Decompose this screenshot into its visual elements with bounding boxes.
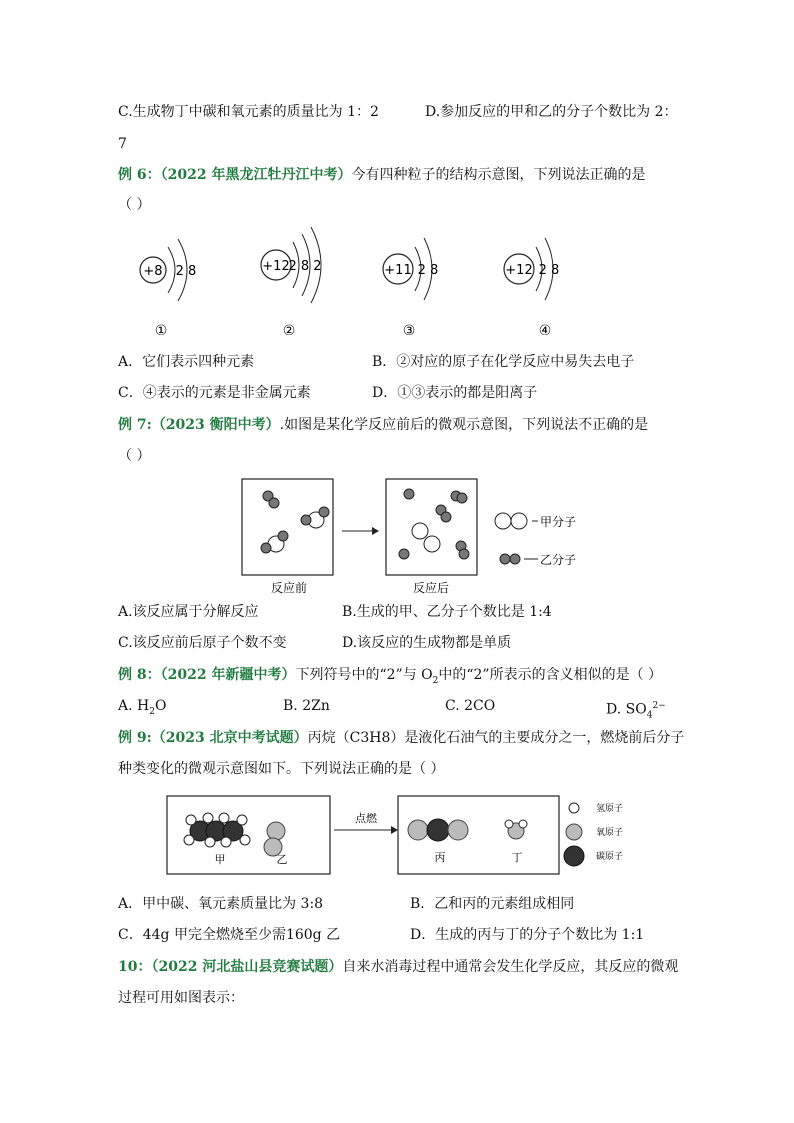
particle-2-nucleus: +12 xyxy=(262,259,290,274)
example-10-tag: 10：（2022 河北盐山县竞赛试题） xyxy=(118,959,343,975)
particle-1-label: ① xyxy=(154,323,168,335)
legend-o: 氧原子 xyxy=(596,828,624,838)
example-8-sub: 2 xyxy=(432,675,439,686)
particle-4-nucleus: +12 xyxy=(505,263,533,278)
example-7-tag: 例 7:（2023 衡阳中考） xyxy=(118,417,280,433)
particle-4-label: ④ xyxy=(538,323,552,335)
example-6-option-c: C．④表示的元素是非金属元素 xyxy=(118,385,311,401)
particle-3 xyxy=(383,238,438,335)
example-6-option-a: A．它们表示四种元素 xyxy=(118,354,255,370)
example-8-option-a: A. $H_2O$ xyxy=(118,698,167,717)
example-9-option-c: C．44g 甲完全燃烧至少需160g 乙 xyxy=(118,927,341,943)
example-6-text: 今有四种粒子的结构示意图，下列说法正确的是 xyxy=(351,167,646,183)
example-7-text: .如图是某化学反应前后的微观示意图，下列说法不正确的是 xyxy=(279,417,649,433)
particle-3-label: ③ xyxy=(402,323,416,335)
example-8-option-c: C. 2CO xyxy=(445,698,496,714)
example-6-question xyxy=(118,166,645,184)
example-9-option-d: D．生成的丙与丁的分子个数比为 1:1 xyxy=(410,927,645,943)
label-yi: 乙 xyxy=(276,853,288,866)
reaction-diagram-ex7 xyxy=(0,476,794,606)
before-label: 反应前 xyxy=(270,581,308,595)
example-10-text: 自来水消毒过程中通常会发生化学反应，其反应的微观 xyxy=(342,959,679,975)
example-8-question xyxy=(118,666,662,690)
example-9-option-b: B．乙和丙的元素组成相同 xyxy=(410,896,575,912)
example-7-option-d: D.该反应的生成物都是单质 xyxy=(342,635,512,651)
example-8-tag: 例 8：（2022 年新疆中考） xyxy=(118,667,296,683)
example-7-option-b: B.生成的甲、乙分子个数比是 1:4 xyxy=(342,604,552,620)
particle-2 xyxy=(261,227,322,335)
example-6-option-d: D．①③表示的都是阳离子 xyxy=(372,385,538,401)
reaction-diagram-ex9 xyxy=(0,790,794,880)
example-6-option-b: B．②对应的原子在化学反应中易失去电子 xyxy=(372,354,635,370)
arrow-label: 点燃 xyxy=(355,812,377,825)
option-d-prev: D.参加反应的甲和乙的分子个数比为 2： xyxy=(425,104,678,120)
option-d-wrap: 7 xyxy=(118,136,127,152)
example-8-text-post: 中的“2”所表示的含义相似的是（ ） xyxy=(438,667,663,683)
example-9-tag: 例 9:（2023 北京中考试题） xyxy=(118,730,308,746)
legend-c: 碳原子 xyxy=(596,852,624,862)
particle-2-shells: 2 8 2 xyxy=(288,259,322,274)
example-10-question xyxy=(118,958,678,976)
example-9-question xyxy=(118,729,684,747)
example-10-text-2: 过程可用如图表示： xyxy=(118,990,244,1006)
particle-3-shells: 2 8 xyxy=(417,263,439,278)
label-jia: 甲 xyxy=(214,853,226,866)
label-bing: 丙 xyxy=(434,851,446,864)
after-label: 反应后 xyxy=(412,581,450,595)
particle-4-shells: 2 8 xyxy=(538,263,560,278)
particle-2-label: ② xyxy=(282,323,296,335)
example-8-option-d: D. $SO_4^{2-}$ xyxy=(606,701,666,721)
option-c-prev: C.生成物丁中碳和氧元素的质量比为 1：2 xyxy=(118,104,379,120)
example-7-option-c: C.该反应前后原子个数不变 xyxy=(118,635,287,651)
example-9-text-2: 种类变化的微观示意图如下。下列说法正确的是（ ） xyxy=(118,761,445,777)
particle-1-nucleus: +8 xyxy=(143,264,163,279)
example-6-tag: 例 6：（2022 年黑龙江牡丹江中考） xyxy=(118,167,352,183)
example-6-paren: （ ） xyxy=(118,197,151,213)
legend-h: 氢原子 xyxy=(596,804,624,814)
example-7-paren: （ ） xyxy=(118,448,151,464)
particle-3-nucleus: +11 xyxy=(384,263,412,278)
example-9-option-a: A．甲中碳、氧元素质量比为 3:8 xyxy=(118,896,324,912)
example-7-question xyxy=(118,416,648,434)
legend-jia: 甲分子 xyxy=(540,515,577,529)
particle-1 xyxy=(140,239,196,335)
example-9-text: 丙烷（C3H8）是液化石油气的主要成分之一，燃烧前后分子 xyxy=(307,730,685,746)
particle-diagrams xyxy=(0,225,794,335)
example-8-text: 下列符号中的“2”与 O xyxy=(295,667,433,683)
legend-yi: 乙分子 xyxy=(540,553,577,567)
label-ding: 丁 xyxy=(511,851,523,864)
example-7-option-a: A.该反应属于分解反应 xyxy=(118,604,259,620)
particle-4 xyxy=(504,238,559,335)
particle-1-shells: 2 8 xyxy=(175,264,197,279)
example-8-option-b: B. 2Zn xyxy=(283,698,330,714)
